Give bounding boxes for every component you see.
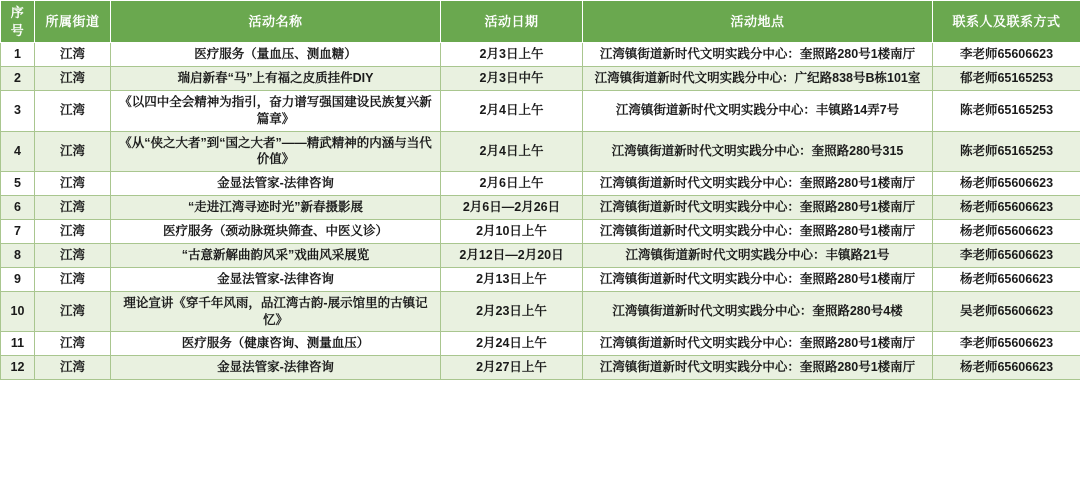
- cell-contact: 杨老师65606623: [933, 356, 1080, 380]
- cell-activity-name: “走进江湾寻迹时光”新春摄影展: [111, 196, 441, 220]
- cell-street: 江湾: [35, 291, 111, 332]
- cell-activity-date: 2月4日上午: [441, 131, 583, 172]
- cell-contact: 李老师65606623: [933, 243, 1080, 267]
- table-body: [1, 43, 1080, 380]
- cell-street: 江湾: [35, 131, 111, 172]
- column-header-activity-name: 活动名称: [111, 1, 441, 43]
- cell-contact: 吴老师65606623: [933, 291, 1080, 332]
- table-row: [1, 356, 1080, 380]
- cell-activity-name: 医疗服务（颈动脉斑块筛查、中医义诊）: [111, 220, 441, 244]
- cell-activity-date: 2月13日上午: [441, 267, 583, 291]
- column-header-street: 所属街道: [35, 1, 111, 43]
- cell-index: 3: [1, 90, 35, 131]
- cell-index: 1: [1, 43, 35, 67]
- cell-activity-place: 江湾镇街道新时代文明实践分中心：奎照路280号1楼南厅: [583, 356, 933, 380]
- cell-activity-place: 江湾镇街道新时代文明实践分中心：奎照路280号315: [583, 131, 933, 172]
- cell-index: 6: [1, 196, 35, 220]
- cell-street: 江湾: [35, 332, 111, 356]
- cell-activity-place: 江湾镇街道新时代文明实践分中心：丰镇路21号: [583, 243, 933, 267]
- table-header: [1, 1, 1080, 43]
- cell-contact: 郁老师65165253: [933, 66, 1080, 90]
- table-row: [1, 220, 1080, 244]
- cell-index: 4: [1, 131, 35, 172]
- cell-contact: 杨老师65606623: [933, 172, 1080, 196]
- cell-activity-place: 江湾镇街道新时代文明实践分中心：奎照路280号1楼南厅: [583, 43, 933, 67]
- cell-activity-place: 江湾镇街道新时代文明实践分中心：奎照路280号1楼南厅: [583, 332, 933, 356]
- cell-index: 5: [1, 172, 35, 196]
- cell-street: 江湾: [35, 196, 111, 220]
- cell-contact: 李老师65606623: [933, 332, 1080, 356]
- cell-activity-date: 2月3日中午: [441, 66, 583, 90]
- cell-street: 江湾: [35, 172, 111, 196]
- cell-activity-name: 金显法管家-法律咨询: [111, 356, 441, 380]
- cell-street: 江湾: [35, 90, 111, 131]
- table-row: [1, 172, 1080, 196]
- column-header-activity-date: 活动日期: [441, 1, 583, 43]
- cell-index: 7: [1, 220, 35, 244]
- cell-contact: 杨老师65606623: [933, 196, 1080, 220]
- cell-street: 江湾: [35, 267, 111, 291]
- column-header-activity-place: 活动地点: [583, 1, 933, 43]
- cell-street: 江湾: [35, 243, 111, 267]
- cell-index: 9: [1, 267, 35, 291]
- table-header-row: [1, 1, 1080, 43]
- cell-contact: 陈老师65165253: [933, 90, 1080, 131]
- cell-index: 12: [1, 356, 35, 380]
- cell-street: 江湾: [35, 220, 111, 244]
- cell-activity-date: 2月12日—2月20日: [441, 243, 583, 267]
- cell-activity-date: 2月4日上午: [441, 90, 583, 131]
- table-row: [1, 66, 1080, 90]
- table-row: [1, 43, 1080, 67]
- cell-activity-date: 2月6日—2月26日: [441, 196, 583, 220]
- cell-activity-name: 医疗服务（量血压、测血糖）: [111, 43, 441, 67]
- cell-activity-name: 金显法管家-法律咨询: [111, 267, 441, 291]
- table-row: [1, 243, 1080, 267]
- cell-contact: 杨老师65606623: [933, 267, 1080, 291]
- cell-contact: 陈老师65165253: [933, 131, 1080, 172]
- cell-index: 2: [1, 66, 35, 90]
- cell-activity-date: 2月27日上午: [441, 356, 583, 380]
- cell-activity-name: “古意新解曲韵风采”戏曲风采展览: [111, 243, 441, 267]
- cell-activity-place: 江湾镇街道新时代文明实践分中心：奎照路280号1楼南厅: [583, 220, 933, 244]
- cell-activity-date: 2月23日上午: [441, 291, 583, 332]
- cell-street: 江湾: [35, 66, 111, 90]
- cell-activity-place: 江湾镇街道新时代文明实践分中心：奎照路280号1楼南厅: [583, 267, 933, 291]
- cell-activity-place: 江湾镇街道新时代文明实践分中心：丰镇路14弄7号: [583, 90, 933, 131]
- cell-activity-date: 2月24日上午: [441, 332, 583, 356]
- table-row: [1, 131, 1080, 172]
- cell-index: 10: [1, 291, 35, 332]
- table-row: [1, 291, 1080, 332]
- cell-activity-date: 2月6日上午: [441, 172, 583, 196]
- cell-activity-date: 2月10日上午: [441, 220, 583, 244]
- table-row: [1, 90, 1080, 131]
- cell-activity-name: 《以四中全会精神为指引，奋力谱写强国建设民族复兴新篇章》: [111, 90, 441, 131]
- table-row: [1, 196, 1080, 220]
- column-header-index: 序号: [1, 1, 35, 43]
- cell-activity-name: 《从“侠之大者”到“国之大者”——精武精神的内涵与当代价值》: [111, 131, 441, 172]
- cell-index: 8: [1, 243, 35, 267]
- cell-activity-place: 江湾镇街道新时代文明实践分中心：广纪路838号B栋101室: [583, 66, 933, 90]
- cell-index: 11: [1, 332, 35, 356]
- column-header-contact: 联系人及联系方式: [933, 1, 1080, 43]
- cell-activity-name: 瑞启新春“马”上有福之皮质挂件DIY: [111, 66, 441, 90]
- cell-contact: 李老师65606623: [933, 43, 1080, 67]
- cell-activity-place: 江湾镇街道新时代文明实践分中心：奎照路280号4楼: [583, 291, 933, 332]
- cell-activity-name: 金显法管家-法律咨询: [111, 172, 441, 196]
- table-row: [1, 332, 1080, 356]
- cell-street: 江湾: [35, 356, 111, 380]
- table-row: [1, 267, 1080, 291]
- cell-street: 江湾: [35, 43, 111, 67]
- cell-activity-date: 2月3日上午: [441, 43, 583, 67]
- cell-contact: 杨老师65606623: [933, 220, 1080, 244]
- cell-activity-place: 江湾镇街道新时代文明实践分中心：奎照路280号1楼南厅: [583, 172, 933, 196]
- cell-activity-name: 医疗服务（健康咨询、测量血压）: [111, 332, 441, 356]
- cell-activity-place: 江湾镇街道新时代文明实践分中心：奎照路280号1楼南厅: [583, 196, 933, 220]
- cell-activity-name: 理论宣讲《穿千年风雨，品江湾古韵-展示馆里的古镇记忆》: [111, 291, 441, 332]
